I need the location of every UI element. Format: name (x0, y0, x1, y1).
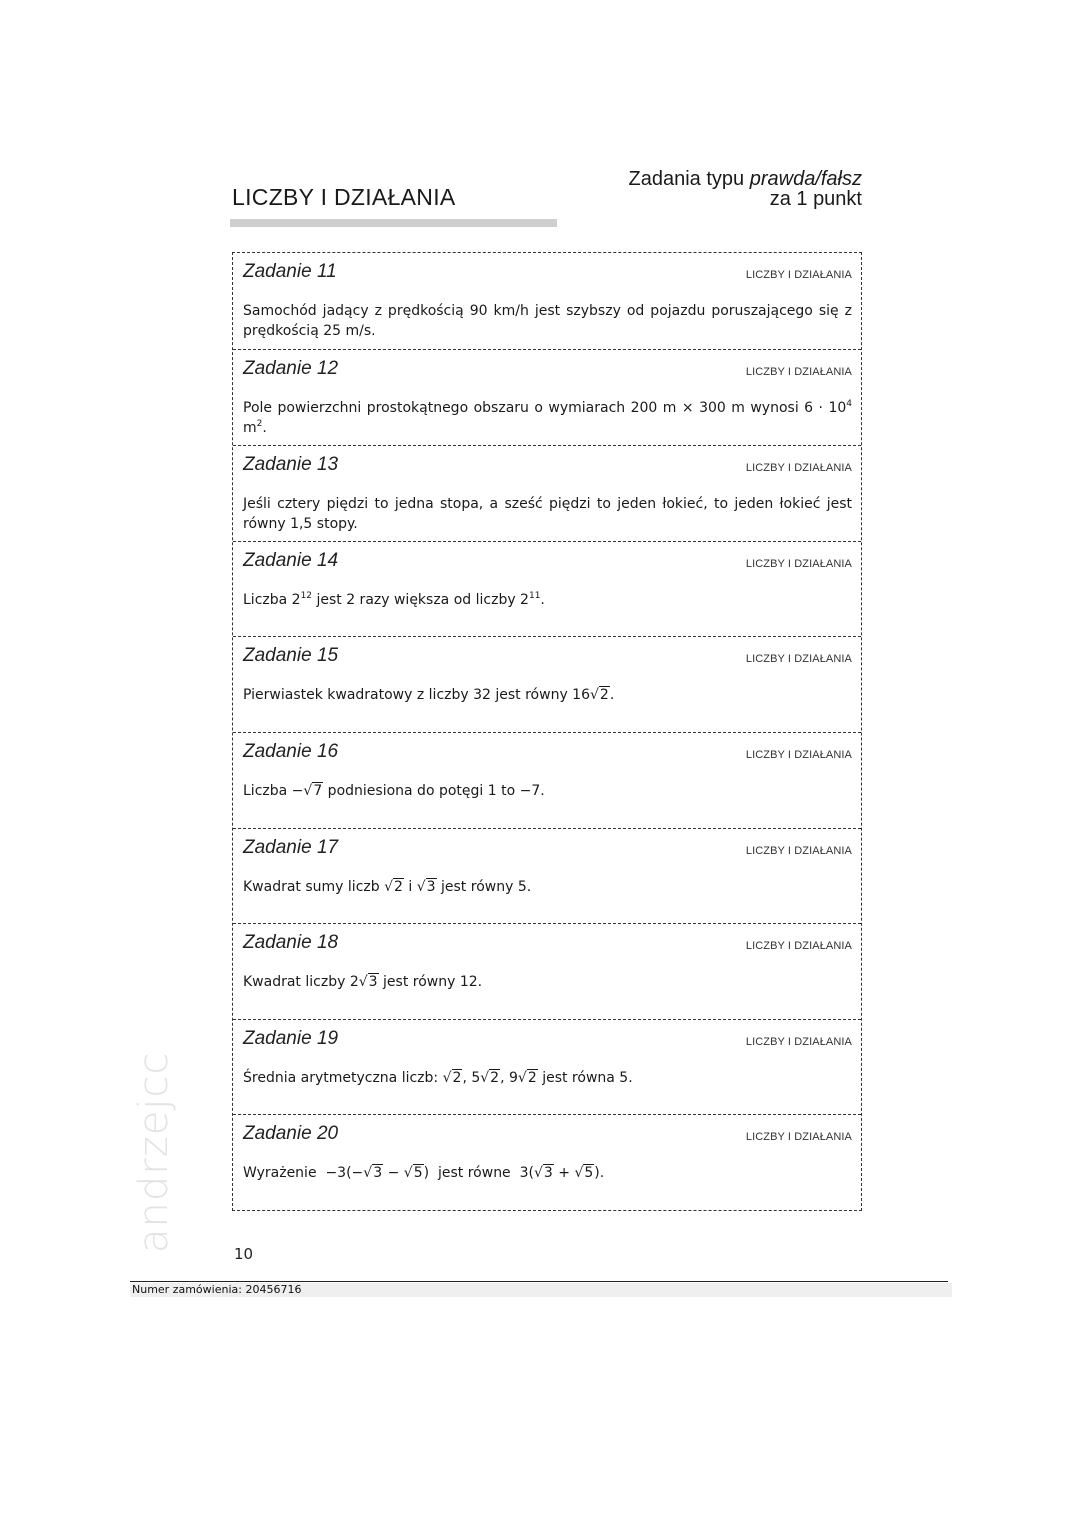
task-title: Zadanie 20 (243, 1123, 339, 1144)
task-15 (233, 636, 861, 732)
task-title: Zadanie 16 (243, 741, 339, 762)
square-root (417, 878, 437, 895)
text-part: Wyrażenie −3(− (243, 1165, 364, 1181)
radicand: 2 (599, 687, 609, 703)
text-part: Samochód jadący z prędkością 90 km/h jest szybszy od pojazdu poruszającego się z prędkością 25 m/s. (243, 303, 852, 339)
exponent: 12 (300, 591, 313, 601)
text-part: . (609, 687, 615, 703)
task-text (243, 1068, 852, 1088)
radical-sign-icon: √ (442, 1070, 452, 1086)
radicand: 3 (368, 974, 378, 990)
exponent: 2 (256, 419, 263, 429)
task-category: LICZBY I DZIAŁANIA (745, 1036, 852, 1048)
task-type-line (629, 169, 862, 189)
tasks-box (232, 252, 862, 1211)
text-part: ). (594, 1165, 605, 1181)
text-part: Jeśli cztery piędzi to jedna stopa, a sześć piędzi to jeden łokieć, to jeden łokieć jest równy 1,5 stopy. (243, 496, 852, 532)
radical-sign-icon: √ (416, 879, 426, 895)
square-root (590, 686, 610, 703)
task-text (243, 685, 852, 705)
text-part: Średnia arytmetyczna liczb: (243, 1070, 443, 1086)
task-17 (233, 828, 861, 923)
task-text (243, 494, 852, 534)
square-root (443, 1069, 463, 1086)
square-root (534, 1164, 554, 1181)
watermark: andrzejcc (131, 1051, 177, 1253)
radicand: 5 (584, 1165, 594, 1181)
task-category: LICZBY I DZIAŁANIA (745, 1131, 852, 1143)
text-part: , 9 (500, 1070, 518, 1086)
radicand: 3 (373, 1165, 383, 1181)
square-root (518, 1069, 538, 1086)
square-root (574, 1164, 594, 1181)
radical-sign-icon: √ (590, 687, 599, 703)
text-part: . (262, 420, 267, 436)
radicand: 2 (452, 1070, 462, 1086)
task-title: Zadanie 18 (243, 932, 339, 953)
task-11 (233, 253, 861, 349)
task-category: LICZBY I DZIAŁANIA (745, 749, 852, 761)
task-text (243, 972, 852, 992)
square-root (363, 1164, 383, 1181)
task-type-italic: prawda/fałsz (749, 168, 862, 190)
task-14 (233, 541, 861, 636)
task-category: LICZBY I DZIAŁANIA (745, 845, 852, 857)
text-part: + (553, 1165, 575, 1181)
text-part: i (403, 879, 417, 895)
task-text (243, 877, 852, 897)
page-number: 10 (234, 1245, 254, 1263)
task-category: LICZBY I DZIAŁANIA (745, 940, 852, 952)
radicand: 2 (394, 879, 403, 895)
square-root (359, 973, 379, 990)
radical-sign-icon: √ (403, 1165, 413, 1181)
text-part: m (243, 420, 257, 436)
text-part: , 5 (462, 1070, 481, 1086)
text-part: ) jest równe 3( (423, 1165, 534, 1181)
radicand: 3 (426, 879, 436, 895)
square-root (384, 878, 404, 895)
task-title: Zadanie 17 (243, 837, 339, 858)
task-title: Zadanie 19 (243, 1028, 339, 1049)
task-text (243, 398, 852, 438)
task-13 (233, 445, 861, 541)
text-part: Pole powierzchni prostokątnego obszaru o wymiarach 200 m × 300 m wynosi 6 · 10 (243, 400, 847, 416)
task-20 (233, 1114, 861, 1210)
text-part: jest równy 12. (378, 974, 483, 990)
section-type-header (629, 169, 862, 209)
order-number: Numer zamówienia: 20456716 (132, 1283, 302, 1296)
task-text (243, 1163, 852, 1183)
text-part: . (540, 592, 545, 608)
text-part: Kwadrat sumy liczb (243, 879, 385, 895)
task-title: Zadanie 14 (243, 550, 339, 571)
text-part: podniesiona do potęgi 1 to −7. (323, 783, 545, 799)
radical-sign-icon: √ (574, 1165, 584, 1181)
exponent: 4 (846, 399, 852, 409)
task-text (243, 590, 852, 610)
text-part: Kwadrat liczby 2 (243, 974, 359, 990)
task-type-prefix: Zadania typu (628, 168, 750, 190)
radical-sign-icon: √ (384, 879, 393, 895)
task-19 (233, 1019, 861, 1114)
task-text (243, 781, 852, 801)
task-title: Zadanie 12 (243, 358, 339, 379)
radical-sign-icon: √ (363, 1165, 373, 1181)
footer-divider (130, 1281, 948, 1282)
radical-sign-icon: √ (480, 1070, 490, 1086)
task-16 (233, 732, 861, 828)
exponent: 11 (528, 591, 541, 601)
task-title: Zadanie 11 (243, 261, 337, 282)
task-category: LICZBY I DZIAŁANIA (745, 653, 852, 665)
text-part: Liczba − (243, 783, 304, 799)
radical-sign-icon: √ (517, 1070, 527, 1086)
points-line: za 1 punkt (769, 188, 862, 210)
task-category: LICZBY I DZIAŁANIA (745, 558, 852, 570)
text-part: − (383, 1165, 404, 1181)
page-title: LICZBY I DZIAŁANIA (232, 184, 456, 210)
radical-sign-icon: √ (533, 1165, 543, 1181)
text-part: jest równa 5. (537, 1070, 633, 1086)
task-category: LICZBY I DZIAŁANIA (745, 366, 852, 378)
square-root (303, 782, 323, 799)
title-underline-bar (230, 219, 557, 227)
radical-sign-icon: √ (303, 783, 313, 799)
text-part: Liczba 2 (243, 592, 301, 608)
task-title: Zadanie 15 (243, 645, 339, 666)
task-title: Zadanie 13 (243, 454, 339, 475)
radical-sign-icon: √ (358, 974, 368, 990)
text-part: Pierwiastek kwadratowy z liczby 32 jest równy 16 (243, 687, 590, 703)
task-18 (233, 923, 861, 1019)
text-part: jest 2 razy większa od liczby 2 (312, 592, 529, 608)
text-part: jest równy 5. (436, 879, 532, 895)
square-root (404, 1164, 424, 1181)
radicand: 7 (313, 783, 323, 799)
square-root (480, 1069, 500, 1086)
radicand: 2 (527, 1070, 537, 1086)
radicand: 3 (543, 1165, 553, 1181)
task-category: LICZBY I DZIAŁANIA (745, 269, 852, 281)
task-text (243, 301, 852, 341)
radicand: 5 (413, 1165, 423, 1181)
task-12 (233, 349, 861, 445)
task-category: LICZBY I DZIAŁANIA (745, 462, 852, 474)
radicand: 2 (490, 1070, 500, 1086)
